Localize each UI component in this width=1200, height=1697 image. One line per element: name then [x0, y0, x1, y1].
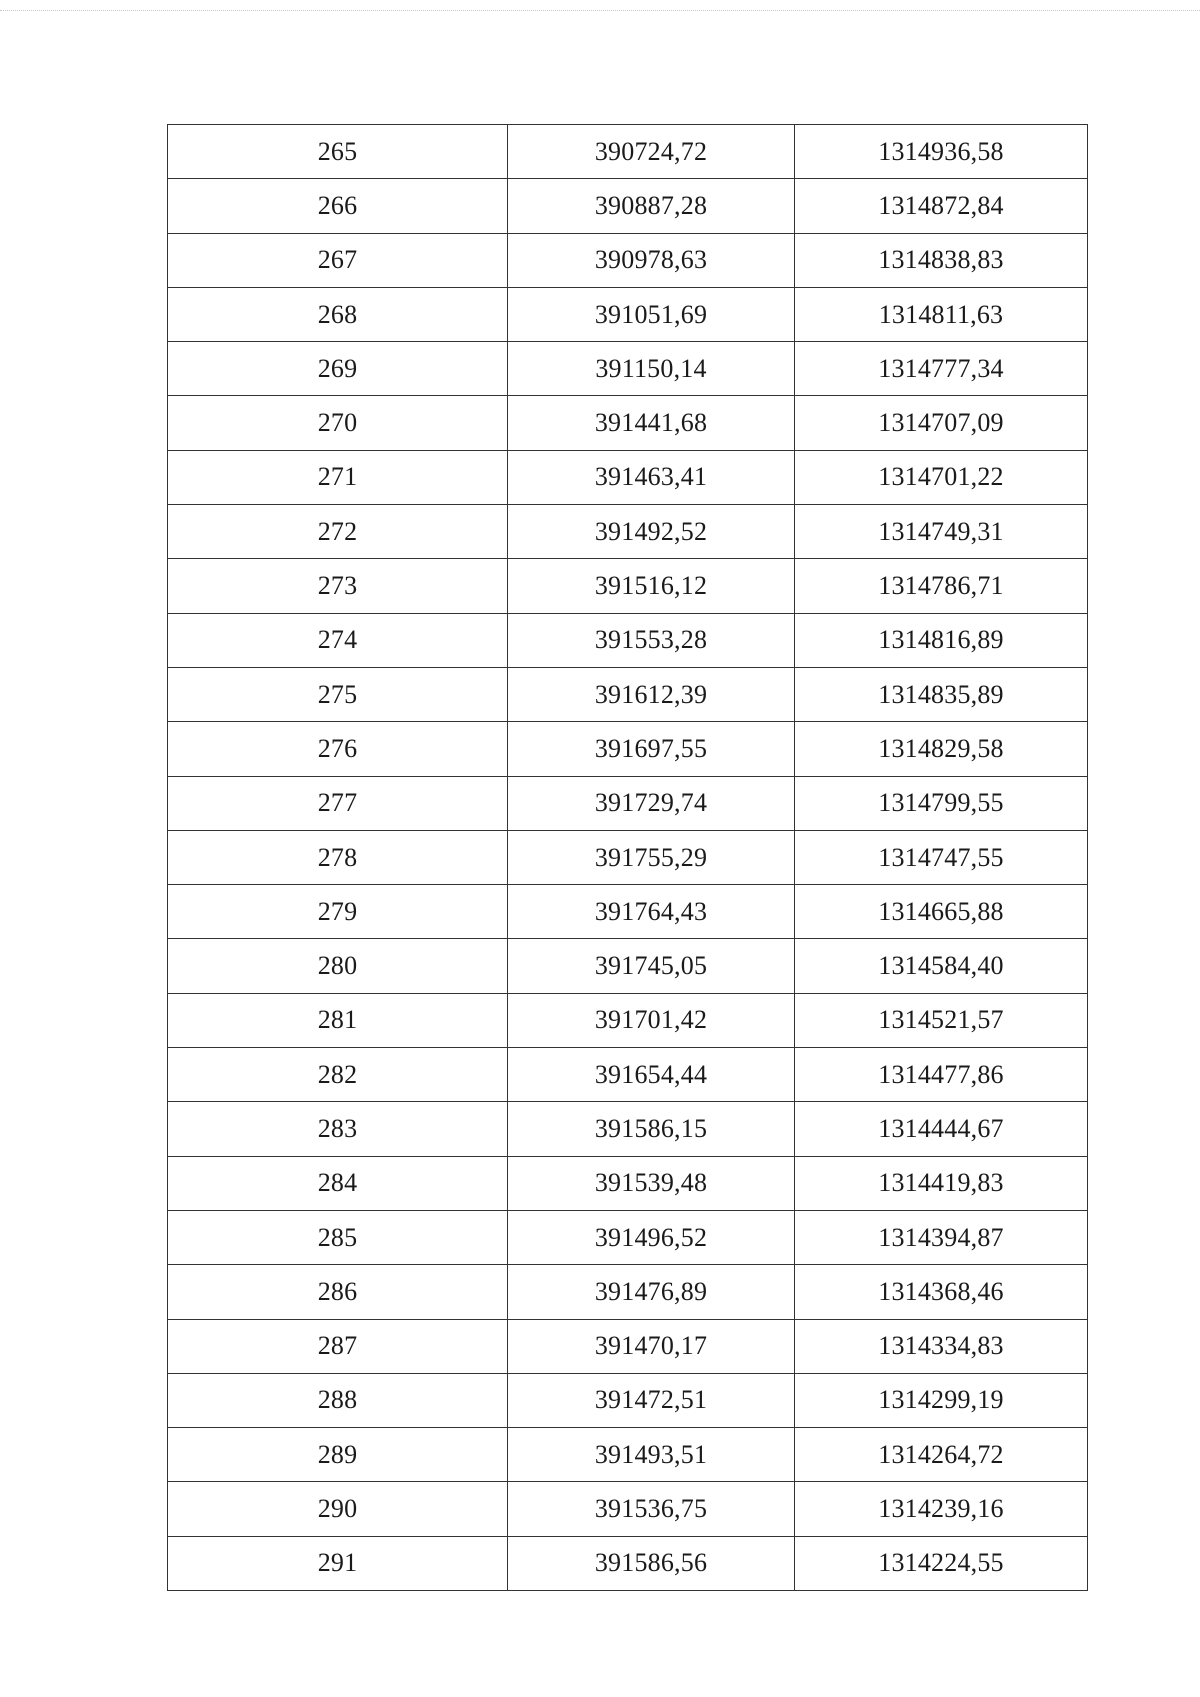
y-coordinate-cell: 1314334,83 [795, 1319, 1088, 1373]
y-coordinate-cell: 1314799,55 [795, 776, 1088, 830]
x-coordinate-cell: 391745,05 [508, 939, 795, 993]
point-number-cell: 282 [168, 1048, 508, 1102]
coordinates-table [167, 124, 1088, 1591]
y-coordinate-cell: 1314838,83 [795, 233, 1088, 287]
y-coordinate-cell: 1314835,89 [795, 667, 1088, 721]
table-row [168, 667, 1088, 721]
x-coordinate-cell: 391612,39 [508, 667, 795, 721]
table-row [168, 613, 1088, 667]
table-row [168, 396, 1088, 450]
y-coordinate-cell: 1314749,31 [795, 505, 1088, 559]
x-coordinate-cell: 391764,43 [508, 885, 795, 939]
table-row [168, 1156, 1088, 1210]
y-coordinate-cell: 1314701,22 [795, 450, 1088, 504]
point-number-cell: 281 [168, 993, 508, 1047]
x-coordinate-cell: 391463,41 [508, 450, 795, 504]
table-row [168, 885, 1088, 939]
y-coordinate-cell: 1314394,87 [795, 1210, 1088, 1264]
table-row [168, 939, 1088, 993]
table-row [168, 1102, 1088, 1156]
table-row [168, 776, 1088, 830]
x-coordinate-cell: 391539,48 [508, 1156, 795, 1210]
x-coordinate-cell: 391441,68 [508, 396, 795, 450]
y-coordinate-cell: 1314224,55 [795, 1536, 1088, 1590]
point-number-cell: 287 [168, 1319, 508, 1373]
y-coordinate-cell: 1314816,89 [795, 613, 1088, 667]
y-coordinate-cell: 1314829,58 [795, 722, 1088, 776]
coordinates-table-body [168, 125, 1088, 1591]
y-coordinate-cell: 1314477,86 [795, 1048, 1088, 1102]
x-coordinate-cell: 391496,52 [508, 1210, 795, 1264]
table-row [168, 179, 1088, 233]
table-row [168, 505, 1088, 559]
y-coordinate-cell: 1314368,46 [795, 1265, 1088, 1319]
y-coordinate-cell: 1314936,58 [795, 125, 1088, 179]
x-coordinate-cell: 391493,51 [508, 1428, 795, 1482]
point-number-cell: 268 [168, 287, 508, 341]
point-number-cell: 279 [168, 885, 508, 939]
point-number-cell: 271 [168, 450, 508, 504]
table-row [168, 1048, 1088, 1102]
y-coordinate-cell: 1314264,72 [795, 1428, 1088, 1482]
page-top-rule [0, 10, 1200, 11]
point-number-cell: 275 [168, 667, 508, 721]
x-coordinate-cell: 391472,51 [508, 1373, 795, 1427]
y-coordinate-cell: 1314239,16 [795, 1482, 1088, 1536]
table-row [168, 1265, 1088, 1319]
point-number-cell: 277 [168, 776, 508, 830]
point-number-cell: 269 [168, 342, 508, 396]
x-coordinate-cell: 390887,28 [508, 179, 795, 233]
y-coordinate-cell: 1314786,71 [795, 559, 1088, 613]
table-row [168, 722, 1088, 776]
y-coordinate-cell: 1314747,55 [795, 830, 1088, 884]
y-coordinate-cell: 1314811,63 [795, 287, 1088, 341]
y-coordinate-cell: 1314299,19 [795, 1373, 1088, 1427]
table-row [168, 1210, 1088, 1264]
y-coordinate-cell: 1314419,83 [795, 1156, 1088, 1210]
x-coordinate-cell: 391755,29 [508, 830, 795, 884]
x-coordinate-cell: 391051,69 [508, 287, 795, 341]
point-number-cell: 286 [168, 1265, 508, 1319]
y-coordinate-cell: 1314777,34 [795, 342, 1088, 396]
x-coordinate-cell: 391470,17 [508, 1319, 795, 1373]
point-number-cell: 272 [168, 505, 508, 559]
table-row [168, 559, 1088, 613]
point-number-cell: 274 [168, 613, 508, 667]
point-number-cell: 291 [168, 1536, 508, 1590]
table-row [168, 233, 1088, 287]
table-row [168, 125, 1088, 179]
y-coordinate-cell: 1314444,67 [795, 1102, 1088, 1156]
point-number-cell: 289 [168, 1428, 508, 1482]
x-coordinate-cell: 391701,42 [508, 993, 795, 1047]
table-row [168, 1373, 1088, 1427]
x-coordinate-cell: 391516,12 [508, 559, 795, 613]
x-coordinate-cell: 391476,89 [508, 1265, 795, 1319]
y-coordinate-cell: 1314872,84 [795, 179, 1088, 233]
point-number-cell: 266 [168, 179, 508, 233]
point-number-cell: 288 [168, 1373, 508, 1427]
x-coordinate-cell: 390724,72 [508, 125, 795, 179]
x-coordinate-cell: 391729,74 [508, 776, 795, 830]
point-number-cell: 284 [168, 1156, 508, 1210]
x-coordinate-cell: 391586,56 [508, 1536, 795, 1590]
y-coordinate-cell: 1314665,88 [795, 885, 1088, 939]
table-row [168, 1536, 1088, 1590]
table-row [168, 1482, 1088, 1536]
table-row [168, 287, 1088, 341]
x-coordinate-cell: 391697,55 [508, 722, 795, 776]
x-coordinate-cell: 391536,75 [508, 1482, 795, 1536]
point-number-cell: 273 [168, 559, 508, 613]
point-number-cell: 278 [168, 830, 508, 884]
point-number-cell: 290 [168, 1482, 508, 1536]
point-number-cell: 280 [168, 939, 508, 993]
point-number-cell: 270 [168, 396, 508, 450]
x-coordinate-cell: 390978,63 [508, 233, 795, 287]
table-row [168, 1319, 1088, 1373]
y-coordinate-cell: 1314521,57 [795, 993, 1088, 1047]
point-number-cell: 265 [168, 125, 508, 179]
point-number-cell: 267 [168, 233, 508, 287]
table-row [168, 1428, 1088, 1482]
point-number-cell: 285 [168, 1210, 508, 1264]
point-number-cell: 283 [168, 1102, 508, 1156]
x-coordinate-cell: 391553,28 [508, 613, 795, 667]
y-coordinate-cell: 1314707,09 [795, 396, 1088, 450]
table-row [168, 450, 1088, 504]
x-coordinate-cell: 391586,15 [508, 1102, 795, 1156]
point-number-cell: 276 [168, 722, 508, 776]
y-coordinate-cell: 1314584,40 [795, 939, 1088, 993]
table-row [168, 830, 1088, 884]
x-coordinate-cell: 391150,14 [508, 342, 795, 396]
table-row [168, 342, 1088, 396]
table-row [168, 993, 1088, 1047]
x-coordinate-cell: 391654,44 [508, 1048, 795, 1102]
x-coordinate-cell: 391492,52 [508, 505, 795, 559]
